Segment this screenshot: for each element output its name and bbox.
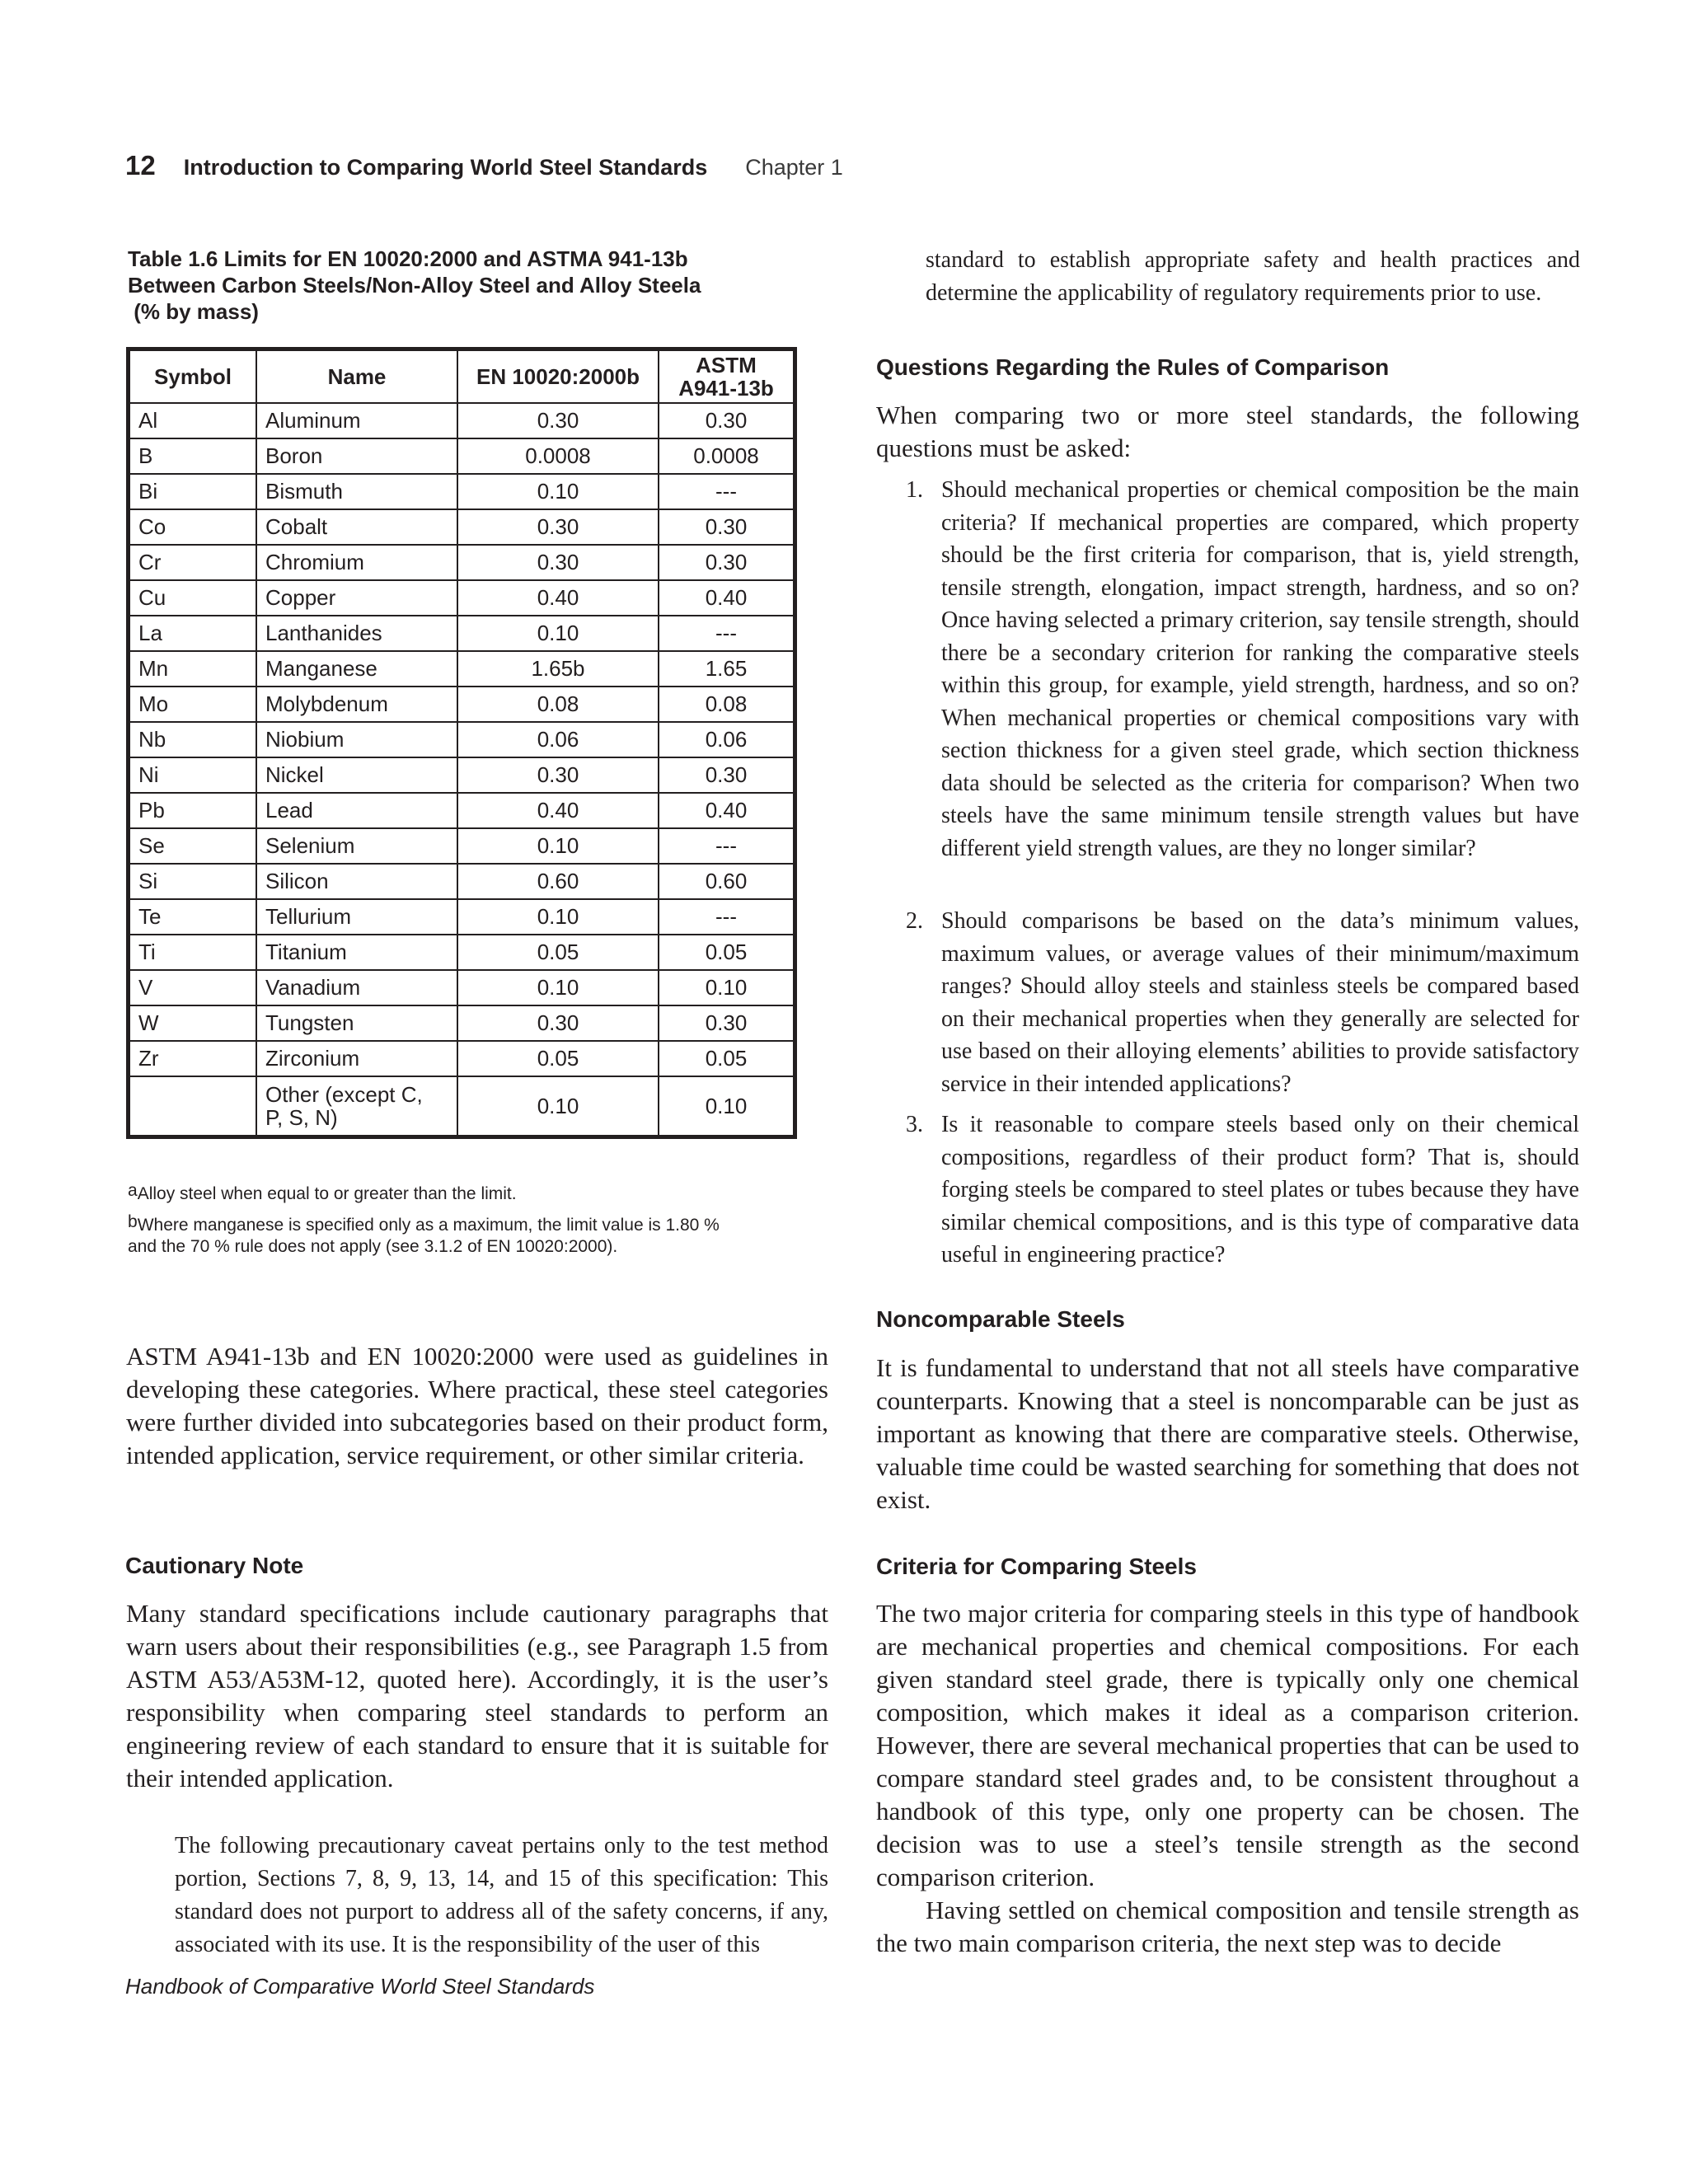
cell-name: Manganese — [256, 651, 457, 687]
caption-line: Table 1.6 Limits for EN 10020:2000 and ASTMA 941-13b — [128, 246, 688, 271]
cell-en: 0.06 — [457, 722, 659, 757]
running-header — [125, 150, 843, 183]
questions-intro: When comparing two or more steel standards, the following questions must be asked: — [876, 401, 1579, 462]
cell-symbol: Te — [129, 899, 257, 935]
footnote-b — [128, 1212, 804, 1258]
cell-en: 0.30 — [457, 545, 659, 580]
quote-block-start: The following precautionary caveat pertains only to the test method portion, Sections 7, 8, 9, 13, 14, and 15 of this specification: This standard does not purport to address all of the safety concerns, if any, associated with its use. It is the responsibility of the user of this — [175, 1833, 828, 1957]
cell-symbol: Cr — [129, 545, 257, 580]
cautionary-paragraph: Many standard specifications include cautionary paragraphs that warn users about their responsibilities (e.g., see Paragraph 1.5 from ASTM A53/A53M-12, quoted here). Accordingly, it is the user’s responsibility when comparing steel standards to perform an engineering review of each standard to ensure that it is suitable for their intended application. — [126, 1599, 828, 1793]
cell-symbol: Zr — [129, 1041, 257, 1076]
cell-en: 0.10 — [457, 828, 659, 864]
cell-astm: 0.60 — [659, 864, 795, 899]
cell-en: 0.60 — [457, 864, 659, 899]
cell-astm: 0.30 — [659, 1005, 795, 1041]
table-caption — [128, 246, 771, 325]
table-row — [129, 438, 795, 474]
cell-astm: --- — [659, 828, 795, 864]
question-number: 2. — [906, 908, 923, 934]
cell-astm: --- — [659, 899, 795, 935]
table-row — [129, 580, 795, 616]
criteria-paragraph: The two major criteria for comparing steels in this type of handbook are mechanical properties and chemical compositions. For each given standard steel grade, there is typically only one chemical composition, which makes it ideal as a comparison criterion. However, there are several mechanical properties that can be used to compare standard steel grades and, to be consistent throughout a handbook of this type, only one property can be chosen. The decision was to use a steel’s tensile strength as the second comparison criterion. — [876, 1599, 1579, 1891]
questions-heading: Questions Regarding the Rules of Comparison — [876, 354, 1390, 380]
column-header-name: Name — [256, 349, 457, 404]
cell-symbol: Co — [129, 509, 257, 545]
cell-name: Tellurium — [256, 899, 457, 935]
table-row — [129, 864, 795, 899]
cell-symbol: La — [129, 616, 257, 651]
table-body — [129, 403, 795, 1137]
cell-astm: --- — [659, 474, 795, 509]
footnote-mark: a — [128, 1181, 138, 1200]
cell-astm: --- — [659, 616, 795, 651]
column-header-astm — [659, 349, 795, 404]
cell-name-line: Other (except C, — [265, 1082, 423, 1107]
cell-en: 0.30 — [457, 757, 659, 793]
cell-astm: 0.30 — [659, 403, 795, 438]
cell-en: 0.30 — [457, 1005, 659, 1041]
cell-astm: 0.10 — [659, 970, 795, 1005]
table-row — [129, 616, 795, 651]
cell-symbol: V — [129, 970, 257, 1005]
cautionary-heading: Cautionary Note — [125, 1553, 304, 1578]
cell-name: Tungsten — [256, 1005, 457, 1041]
cell-en: 0.0008 — [457, 438, 659, 474]
footnote-a — [128, 1183, 804, 1205]
table-header-row — [129, 349, 795, 404]
table-row — [129, 757, 795, 793]
table-row — [129, 970, 795, 1005]
chapter-label: Chapter 1 — [745, 155, 843, 180]
cell-en: 0.08 — [457, 687, 659, 722]
cell-en: 0.10 — [457, 1076, 659, 1137]
cell-en: 0.10 — [457, 899, 659, 935]
cell-symbol: Se — [129, 828, 257, 864]
cell-en: 0.05 — [457, 935, 659, 970]
cell-en: 0.05 — [457, 1041, 659, 1076]
table-row — [129, 651, 795, 687]
question-item: Should comparisons be based on the data’s minimum values, maximum values, or average values of their minimum/maximum ranges? Should alloy steels and stainless steels be compared based on their mechanical properties when they generally are selected for use based on their alloying elements’ abilities to provide satisfactory service in their intended applications? — [941, 908, 1579, 1097]
cell-name: Boron — [256, 438, 457, 474]
question-item: Is it reasonable to compare steels based only on their chemical compositions, regardless of their product form? That is, should forging steels be compared to steel plates or tubes because they have similar chemical compositions, and is this type of comparative data useful in engineering practice? — [941, 1112, 1579, 1268]
table-row — [129, 474, 795, 509]
page-number: 12 — [125, 150, 156, 180]
cell-symbol: Ti — [129, 935, 257, 970]
cell-name: Zirconium — [256, 1041, 457, 1076]
footnote-text: and the 70 % rule does not apply (see 3.1.2 of EN 10020:2000). — [128, 1237, 618, 1256]
cell-en: 0.40 — [457, 580, 659, 616]
quote-block-end: standard to establish appropriate safety and health practices and determine the applicability of regulatory requirements prior to use. — [926, 247, 1580, 306]
table-row — [129, 545, 795, 580]
cell-astm: 0.30 — [659, 509, 795, 545]
cell-astm: 1.65 — [659, 651, 795, 687]
cell-symbol: Cu — [129, 580, 257, 616]
cell-name: Aluminum — [256, 403, 457, 438]
cell-symbol: Pb — [129, 793, 257, 828]
cell-name: Niobium — [256, 722, 457, 757]
cell-astm: 0.10 — [659, 1076, 795, 1137]
cell-name: Cobalt — [256, 509, 457, 545]
cell-name: Silicon — [256, 864, 457, 899]
table-row — [129, 899, 795, 935]
running-title: Introduction to Comparing World Steel Standards — [183, 155, 708, 180]
cell-name: Lead — [256, 793, 457, 828]
cell-astm: 0.06 — [659, 722, 795, 757]
noncomparable-paragraph: It is fundamental to understand that not all steels have comparative counterparts. Knowing that a steel is noncomparable can be just as important as knowing that there are comparative steels. Otherwise, valuable time could be wasted searching for something that does not exist. — [876, 1353, 1579, 1514]
cell-astm: 0.05 — [659, 935, 795, 970]
table-row — [129, 722, 795, 757]
cell-astm: 0.40 — [659, 793, 795, 828]
caption-line: Between Carbon Steels/Non-Alloy Steel and Alloy Steela — [128, 273, 701, 298]
cell-symbol — [129, 1076, 257, 1137]
cell-astm: 0.0008 — [659, 438, 795, 474]
limits-table — [126, 347, 797, 1139]
cell-name: Chromium — [256, 545, 457, 580]
cell-en: 1.65b — [457, 651, 659, 687]
cell-name: Molybdenum — [256, 687, 457, 722]
question-item: Should mechanical properties or chemical composition be the main criteria? If mechanical properties are compared, which property should be the first criteria for comparison, that is, yield strength, tensile strength, elongation, impact strength, hardness, and so on? Once having selected a primary criterion, say tensile strength, should there be a secondary criterion for ranking the comparative steels within this group, for example, yield strength, hardness, and so on? When mechanical properties or chemical compositions vary with section thickness for a given steel grade, which section thickness data should be selected as the criteria for comparison? When two steels have the same minimum tensile strength values but have different yield strength values, are they no longer similar? — [941, 477, 1579, 861]
cell-astm: 0.05 — [659, 1041, 795, 1076]
cell-symbol: W — [129, 1005, 257, 1041]
astm-header-line2: A941-13b — [678, 376, 774, 401]
cell-en: 0.10 — [457, 970, 659, 1005]
cell-symbol: Ni — [129, 757, 257, 793]
table-row — [129, 935, 795, 970]
cell-name: Selenium — [256, 828, 457, 864]
cell-name-line: P, S, N) — [265, 1105, 338, 1130]
intro-paragraph: ASTM A941-13b and EN 10020:2000 were used as guidelines in developing these categories. Where practical, these steel categories were further divided into subcategories based on their product form, intended application, service requirement, or other similar criteria. — [126, 1342, 828, 1469]
cell-name: Copper — [256, 580, 457, 616]
question-number: 3. — [906, 1112, 923, 1137]
column-header-symbol: Symbol — [129, 349, 257, 404]
footnote-mark: b — [128, 1212, 138, 1231]
cell-symbol: Al — [129, 403, 257, 438]
cell-name: Vanadium — [256, 970, 457, 1005]
cell-name — [256, 1076, 457, 1137]
cell-en: 0.10 — [457, 616, 659, 651]
question-number: 1. — [906, 477, 923, 503]
cell-name: Bismuth — [256, 474, 457, 509]
table-row — [129, 1041, 795, 1076]
table-row — [129, 793, 795, 828]
cell-en: 0.10 — [457, 474, 659, 509]
cell-astm: 0.30 — [659, 545, 795, 580]
column-header-en: EN 10020:2000b — [457, 349, 659, 404]
caption-line: (% by mass) — [128, 299, 259, 324]
cell-symbol: Mo — [129, 687, 257, 722]
table-row — [129, 403, 795, 438]
cell-astm: 0.40 — [659, 580, 795, 616]
cell-symbol: Mn — [129, 651, 257, 687]
cell-name: Lanthanides — [256, 616, 457, 651]
noncomparable-heading: Noncomparable Steels — [876, 1306, 1125, 1332]
cell-symbol: Bi — [129, 474, 257, 509]
cell-symbol: Nb — [129, 722, 257, 757]
astm-header-line1: ASTM — [696, 353, 757, 377]
criteria-paragraph-2: Having settled on chemical composition and tensile strength as the two main comparison criteria, the next step was to decide — [876, 1896, 1579, 1957]
cell-symbol: B — [129, 438, 257, 474]
table-row — [129, 1076, 795, 1137]
cell-en: 0.40 — [457, 793, 659, 828]
table-row — [129, 509, 795, 545]
cell-name: Nickel — [256, 757, 457, 793]
cell-astm: 0.08 — [659, 687, 795, 722]
footnote-text: Where manganese is specified only as a maximum, the limit value is 1.80 % — [137, 1216, 720, 1235]
table-row — [129, 1005, 795, 1041]
criteria-heading: Criteria for Comparing Steels — [876, 1554, 1197, 1579]
table-row — [129, 687, 795, 722]
cell-en: 0.30 — [457, 509, 659, 545]
book-title-footer: Handbook of Comparative World Steel Standards — [125, 1974, 595, 1999]
footnote-text: Alloy steel when equal to or greater than the limit. — [137, 1184, 517, 1203]
cell-name: Titanium — [256, 935, 457, 970]
table-row — [129, 828, 795, 864]
cell-en: 0.30 — [457, 403, 659, 438]
cell-symbol: Si — [129, 864, 257, 899]
cell-astm: 0.30 — [659, 757, 795, 793]
